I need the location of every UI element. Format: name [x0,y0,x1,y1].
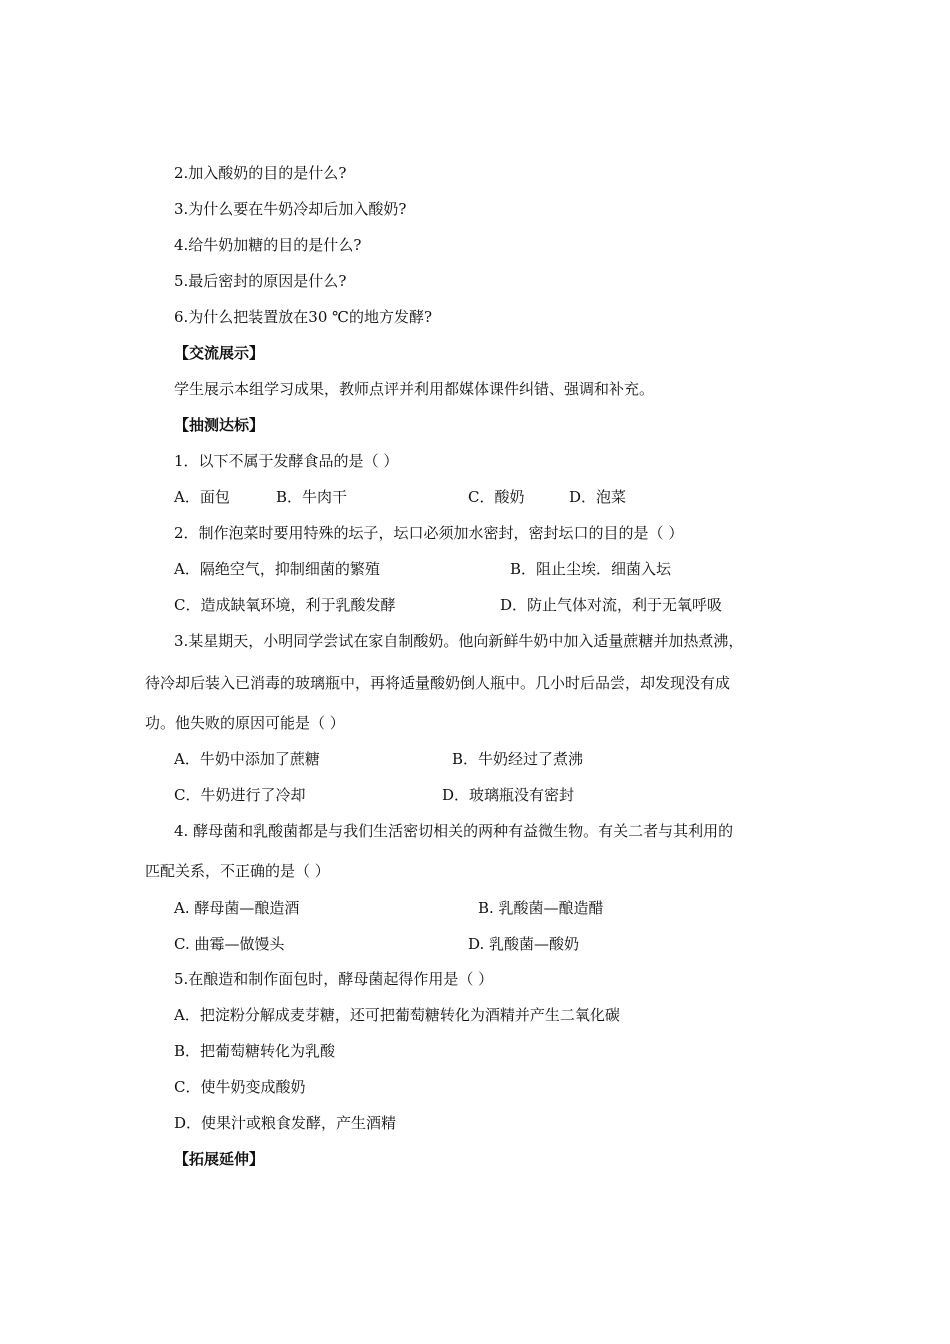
test-q4-option-b: B. 乳酸菌—酿造醋 [478,899,604,917]
test-q2-option-c: C．造成缺氧环境，利于乳酸发酵 [174,596,396,614]
test-q5-option-c: C．使牛奶变成酸奶 [174,1078,306,1096]
test-q1-option-b: B．牛肉干 [276,488,348,506]
test-q3-option-d: D．玻璃瓶没有密封 [442,786,575,804]
question-6: 6.为什么把装置放在30 ℃的地方发酵? [174,308,432,326]
test-q4-option-d: D. 乳酸菌—酸奶 [468,935,580,953]
test-q5-option-b: B．把葡萄糖转化为乳酸 [174,1042,336,1060]
test-q2-stem: 2．制作泡菜时要用特殊的坛子，坛口必须加水密封，密封坛口的目的是（ ） [174,524,684,542]
test-q3-stem-line3: 功。他失败的原因可能是（ ） [145,714,345,732]
test-q2-option-d: D．防止气体对流，利于无氧呼吸 [500,596,723,614]
section-title-extend: 【拓展延伸】 [174,1150,265,1168]
question-3: 3.为什么要在牛奶冷却后加入酸奶? [174,200,407,218]
question-5: 5.最后密封的原因是什么? [174,272,347,290]
section-title-test: 【抽测达标】 [174,416,265,434]
exchange-text: 学生展示本组学习成果，教师点评并利用都媒体课件纠错、强调和补充。 [174,380,655,398]
test-q2-option-b: B．阻止尘埃．细菌入坛 [510,560,672,578]
test-q5-option-d: D．使果汁或粮食发酵，产生酒精 [174,1114,397,1132]
test-q1-option-d: D．泡菜 [569,488,627,506]
test-q5-option-a: A．把淀粉分解成麦芽糖，还可把葡萄糖转化为酒精并产生二氧化碳 [174,1006,620,1024]
test-q3-option-c: C．牛奶进行了冷却 [174,786,306,804]
test-q5-stem: 5.在酿造和制作面包时，酵母菌起得作用是（ ） [174,970,494,988]
section-title-exchange: 【交流展示】 [174,344,265,362]
test-q3-stem-line2: 待冷却后装入已消毒的玻璃瓶中，再将适量酸奶倒人瓶中。几小时后品尝，却发现没有成 [145,674,731,692]
test-q4-stem-line1: 4. 酵母菌和乳酸菌都是与我们生活密切相关的两种有益微生物。有关二者与其利用的 [174,822,734,840]
test-q1-option-c: C．酸奶 [468,488,525,506]
test-q3-option-a: A．牛奶中添加了蔗糖 [174,750,320,768]
question-2: 2.加入酸奶的目的是什么? [174,164,347,182]
test-q4-stem-line2: 匹配关系，不正确的是（ ） [145,862,330,880]
test-q1-stem: 1．以下不属于发酵食品的是（ ） [174,452,399,470]
test-q1-option-a: A．面包 [174,488,230,506]
test-q4-option-c: C. 曲霉—做馒头 [174,935,285,953]
test-q4-option-a: A. 酵母菌—酿造酒 [174,899,300,917]
test-q3-option-b: B．牛奶经过了煮沸 [452,750,584,768]
test-q3-stem-line1: 3.某星期天，小明同学尝试在家自制酸奶。他向新鲜牛奶中加入适量蔗糖并加热煮沸， [174,632,744,650]
test-q2-option-a: A．隔绝空气，抑制细菌的繁殖 [174,560,380,578]
question-4: 4.给牛奶加糖的目的是什么? [174,236,362,254]
